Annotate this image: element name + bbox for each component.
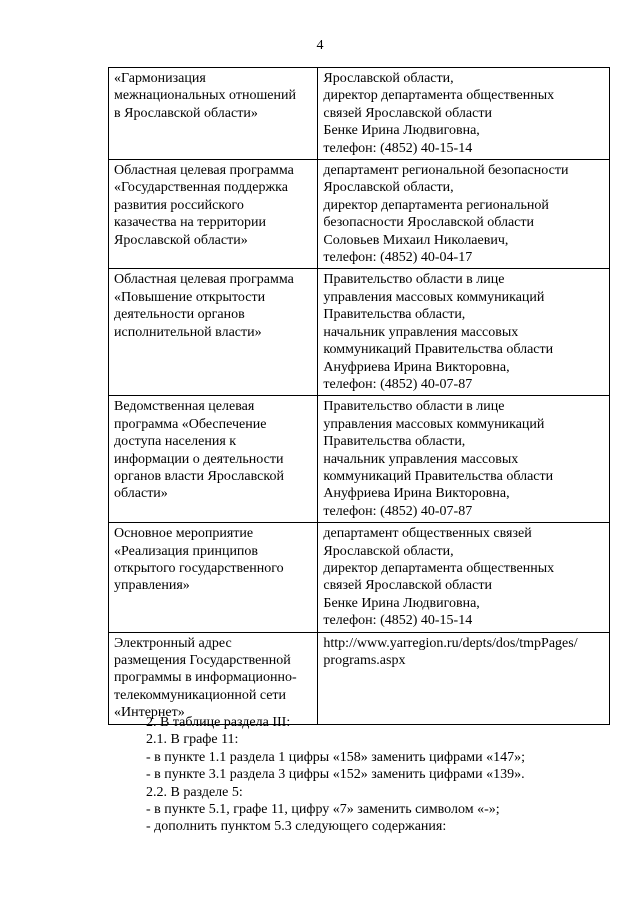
program-name-cell <box>109 269 318 396</box>
cell-line: Ведомственная целевая <box>114 399 255 415</box>
table-row <box>109 68 610 160</box>
cell-line: связей Ярославской области <box>323 578 492 594</box>
table-row <box>109 632 610 724</box>
cell-line: Правительства области, <box>323 307 466 323</box>
cell-line: начальник управления массовых <box>323 451 519 467</box>
cell-line: «Реализация принципов <box>114 543 259 559</box>
cell-line: Электронный адрес <box>114 635 232 651</box>
cell-line: исполнительной власти» <box>114 324 262 340</box>
table-row <box>109 269 610 396</box>
cell-line: управления» <box>114 578 190 594</box>
cell-line: директор департамента общественных <box>323 560 555 576</box>
paragraph: 2.2. В разделе 5: <box>146 784 243 800</box>
cell-line: программа «Обеспечение <box>114 416 267 432</box>
cell-line[interactable]: http://www.yarregion.ru/depts/dos/tmpPages/ <box>323 635 578 651</box>
cell-line: программы в информационно- <box>114 670 297 686</box>
cell-line[interactable]: programs.aspx <box>323 653 406 668</box>
paragraph: 2. В таблице раздела III: <box>146 715 291 730</box>
cell-line: Ануфриева Ирина Викторовна, <box>323 486 510 502</box>
cell-line: Ярославской области» <box>114 232 248 248</box>
program-name-cell <box>109 160 318 269</box>
cell-line: открытого государственного <box>114 560 284 576</box>
executor-cell <box>318 68 610 160</box>
cell-line: Ярославской области, <box>323 71 454 86</box>
program-name-cell <box>109 523 318 632</box>
cell-line: «Гармонизация <box>114 71 206 86</box>
executor-cell <box>318 160 610 269</box>
cell-line: связей Ярославской области <box>323 105 492 121</box>
cell-line: деятельности органов <box>114 307 245 323</box>
cell-line: департамент общественных связей <box>323 526 532 542</box>
cell-line: доступа населения к <box>114 434 237 450</box>
cell-line: Областная целевая программа <box>114 272 294 288</box>
table-row <box>109 523 610 632</box>
program-name-cell <box>109 396 318 523</box>
cell-line: межнациональных отношений <box>114 88 296 104</box>
cell-line: области» <box>114 486 168 502</box>
cell-line: Областная целевая программа <box>114 163 294 179</box>
table-row <box>109 396 610 523</box>
paragraph: - в пункте 1.1 раздела 1 цифры «158» заменить цифрами «147»; <box>146 749 526 765</box>
cell-line: в Ярославской области» <box>114 105 258 121</box>
cell-line: казачества на территории <box>114 215 267 231</box>
cell-line: развития российского <box>114 197 244 213</box>
cell-line: директор департамента региональной <box>323 197 549 213</box>
cell-line: управления массовых коммуникаций <box>323 289 545 305</box>
program-name-cell <box>109 68 318 160</box>
cell-line: телефон: (4852) 40-15-14 <box>323 613 473 629</box>
program-name-cell <box>109 632 318 724</box>
cell-line: Соловьев Михаил Николаевич, <box>323 232 509 248</box>
cell-line: телефон: (4852) 40-07-87 <box>323 503 473 519</box>
cell-line: департамент региональной безопасности <box>323 163 569 179</box>
cell-line: информации о деятельности <box>114 451 284 467</box>
cell-line: телекоммуникационной сети <box>114 687 287 703</box>
cell-line: Правительство области в лице <box>323 272 505 288</box>
paragraph: - дополнить пунктом 5.3 следующего содержания: <box>146 819 447 835</box>
cell-line: Бенке Ирина Людвиговна, <box>323 595 480 611</box>
responsible-executors-table <box>108 67 610 725</box>
cell-line: «Повышение открытости <box>114 289 266 305</box>
cell-line: коммуникаций Правительства области <box>323 342 554 358</box>
executor-cell <box>318 396 610 523</box>
cell-line: управления массовых коммуникаций <box>323 416 545 432</box>
executor-cell <box>318 632 610 724</box>
cell-line: директор департамента общественных <box>323 88 555 104</box>
cell-line: Ярославской области, <box>323 543 454 559</box>
page-number: 4 <box>316 38 324 53</box>
paragraph: - в пункте 5.1, графе 11, цифру «7» заменить символом «-»; <box>146 802 500 818</box>
cell-line: Бенке Ирина Людвиговна, <box>323 123 480 139</box>
cell-line: Ануфриева Ирина Викторовна, <box>323 359 510 375</box>
cell-line: телефон: (4852) 40-04-17 <box>323 250 473 266</box>
cell-line: телефон: (4852) 40-07-87 <box>323 376 473 392</box>
executor-cell <box>318 523 610 632</box>
cell-line: Правительства области, <box>323 434 466 450</box>
cell-line: органов власти Ярославской <box>114 468 284 484</box>
cell-line: Правительство области в лице <box>323 399 505 415</box>
cell-line: Ярославской области, <box>323 180 454 196</box>
executor-cell <box>318 269 610 396</box>
cell-line: «Интернет» <box>114 705 185 721</box>
cell-line: телефон: (4852) 40-15-14 <box>323 140 473 156</box>
paragraph: 2.1. В графе 11: <box>146 732 239 748</box>
cell-line: «Государственная поддержка <box>114 180 288 196</box>
cell-line: безопасности Ярославской области <box>323 215 534 231</box>
amendment-text <box>146 714 616 836</box>
cell-line: коммуникаций Правительства области <box>323 468 554 484</box>
paragraph: - в пункте 3.1 раздела 3 цифры «152» заменить цифрами «139». <box>146 767 525 783</box>
cell-line: начальник управления массовых <box>323 324 519 340</box>
table-body <box>109 68 610 725</box>
cell-line: размещения Государственной <box>114 653 291 668</box>
cell-line: Основное мероприятие <box>114 526 254 542</box>
table-row <box>109 160 610 269</box>
